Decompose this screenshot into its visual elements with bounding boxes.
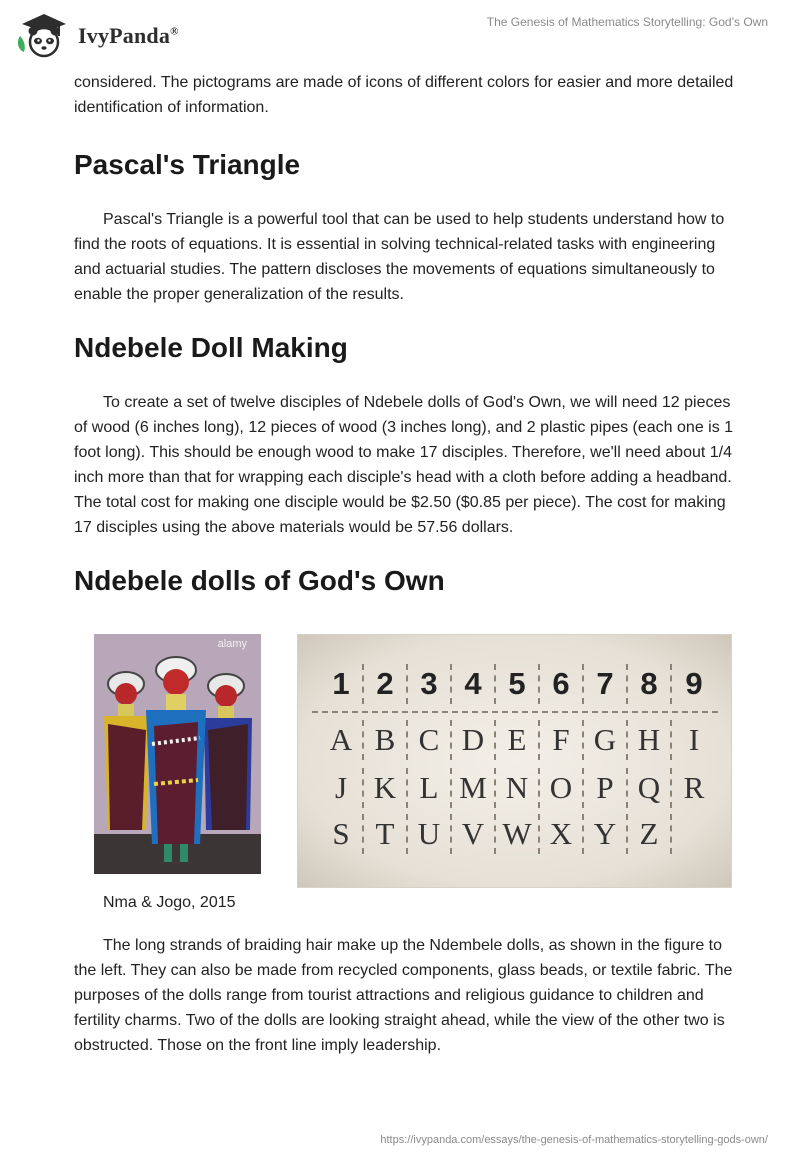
letter-cell: T [364,814,408,854]
stock-watermark: alamy [217,638,247,650]
letter-cell: Y [584,814,628,854]
letter-row [320,768,716,808]
letter-cell: D [452,720,496,760]
ndebele-dolls-photo [94,634,261,874]
article-body [74,70,734,1058]
letter-cell: V [452,814,496,854]
number-cell: 2 [364,664,408,704]
alphabet-grid [298,635,733,889]
number-alphabet-chart [297,634,732,888]
letter-cell: C [408,720,452,760]
pascal-paragraph: Pascal's Triangle is a powerful tool that can be used to help students understand how to find the roots of equations. It is essential in solving technical-related tasks with engineering and actuarial studies. The pattern discloses the movements of equations simultaneously to enable the proper generalization of the results. [74,211,725,303]
number-cell: 6 [540,664,584,704]
letter-cell: U [408,814,452,854]
letter-cell [672,814,716,854]
panda-graduate-icon [14,10,70,58]
page-header [0,0,800,64]
figure-caption: Nma & Jogo, 2015 [103,894,236,911]
number-cell: 3 [408,664,452,704]
ndebele-dolls-illustration [94,634,261,874]
letter-cell: Z [628,814,672,854]
letter-cell: H [628,720,672,760]
number-cell: 7 [584,664,628,704]
letter-cell: Q [628,768,672,808]
number-cell: 8 [628,664,672,704]
letter-cell: B [364,720,408,760]
letter-cell: J [320,768,364,808]
letter-cell: N [496,768,540,808]
letter-cell: P [584,768,628,808]
letter-cell: G [584,720,628,760]
intro-paragraph: considered. The pictograms are made of icons of different colors for easier and more detailed identification of information. [74,74,734,116]
number-cell: 9 [685,666,703,701]
closing-paragraph: The long strands of braiding hair make up the Ndembele dolls, as shown in the figure to the left. They can also be made from recycled components, glass beads, or textile fabric. The purposes of the dolls range from tourist attractions and religious guidance to children and fertility charms. Two of the dolls are looking straight ahead, while the view of the other two is obstructed. Those on the front line imply leadership. [74,937,733,1054]
letter-cell: E [496,720,540,760]
section-heading-pascal: Pascal's Triangle [74,149,301,180]
letter-cell: I [688,722,700,757]
number-cell: 4 [452,664,496,704]
letter-row [320,720,716,760]
letter-cell: W [496,814,540,854]
horizontal-divider [312,711,718,713]
letter-cell: O [540,768,584,808]
letter-cell: R [683,770,705,805]
ivypanda-logo[interactable] [14,10,214,58]
figure-row [74,634,734,890]
document-title: The Genesis of Mathematics Storytelling: God’s Own [486,15,768,29]
brand-name: IvyPanda® [78,23,179,48]
number-cell: 5 [496,664,540,704]
number-cell: 1 [320,664,364,704]
letter-cell: S [320,814,364,854]
letter-cell: M [452,768,496,808]
letter-cell: K [364,768,408,808]
letter-cell: A [320,720,364,760]
letter-cell: F [540,720,584,760]
doll-making-paragraph: To create a set of twelve disciples of Ndebele dolls of God's Own, we will need 12 pieces of wood (6 inches long), 12 pieces of wood (3 inches long), and 2 plastic pipes (each one is 1 foot long). This should be enough wood to make 17 disciples. Therefore, we'll need about 1/4 inch more than that for wrapping each disciple's head with a cloth before adding a headband. The total cost for making one disciple would be $2.50 ($0.85 per piece). The cost for making 17 disciples using the above materials would be 57.56 dollars. [74,394,734,536]
section-heading-doll-making: Ndebele Doll Making [74,332,348,363]
section-heading-dolls: Ndebele dolls of God's Own [74,565,445,596]
source-url-link[interactable]: https://ivypanda.com/essays/the-genesis-of-mathematics-storytelling-gods-own/ [380,1134,768,1146]
letter-cell: L [408,768,452,808]
number-row [320,664,716,704]
letter-cell: X [540,814,584,854]
letter-row [320,814,716,854]
